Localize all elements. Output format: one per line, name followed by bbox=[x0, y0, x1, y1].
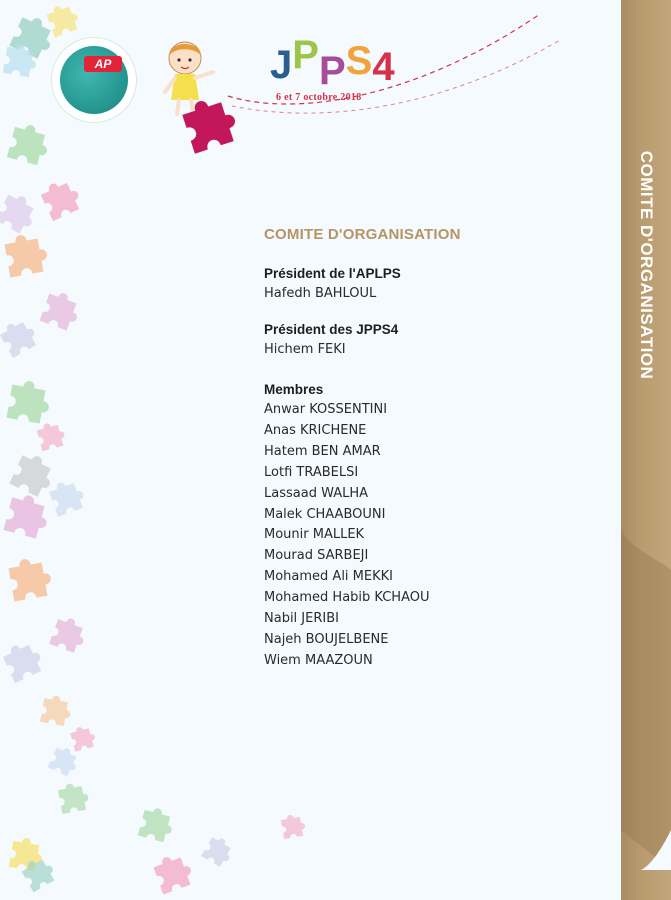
member-name: Mohamed Ali MEKKI bbox=[264, 569, 393, 585]
member-name: Najeh BOUJELBENE bbox=[264, 631, 389, 647]
logo-mark: AP bbox=[84, 56, 122, 72]
puzzle-piece-icon bbox=[9, 12, 58, 61]
event-logo-letter: P bbox=[292, 33, 319, 77]
puzzle-piece-icon bbox=[39, 176, 84, 221]
event-logo-letter: P bbox=[318, 49, 346, 93]
section-title: COMITE D'ORGANISATION bbox=[264, 226, 461, 243]
puzzle-piece-icon bbox=[36, 420, 67, 451]
puzzle-piece-icon bbox=[69, 724, 97, 752]
puzzle-piece-icon bbox=[138, 805, 176, 843]
puzzle-piece-icon bbox=[3, 491, 52, 540]
puzzle-piece-icon bbox=[3, 231, 49, 277]
member-name: Lotfi TRABELSI bbox=[264, 464, 359, 480]
puzzle-piece-icon bbox=[178, 96, 238, 160]
puzzle-piece-icon bbox=[280, 813, 306, 839]
group-title: Président de l'APLPS bbox=[264, 266, 401, 281]
member-name: Mohamed Habib KCHAOU bbox=[264, 590, 430, 606]
puzzle-piece-icon bbox=[7, 555, 53, 601]
puzzle-piece-icon bbox=[48, 744, 82, 778]
puzzle-piece-icon bbox=[7, 378, 53, 424]
member-name: Nabil JERIBI bbox=[264, 611, 339, 627]
person-name: Hafedh BAHLOUL bbox=[264, 286, 377, 301]
puzzle-piece-icon bbox=[57, 781, 90, 814]
group-title: Membres bbox=[264, 382, 324, 397]
puzzle-piece-icon bbox=[0, 190, 41, 237]
puzzle-piece-icon bbox=[1, 638, 46, 683]
member-name: Mounir MALLEK bbox=[264, 527, 365, 543]
event-logo-letter: 4 bbox=[372, 45, 395, 89]
side-title: COMITE D'ORGANISATION bbox=[637, 150, 656, 380]
person-name: Hichem FEKI bbox=[264, 342, 346, 357]
puzzle-piece-icon bbox=[7, 121, 52, 166]
member-name: Malek CHAABOUNI bbox=[264, 506, 386, 522]
group-members bbox=[264, 380, 604, 672]
puzzle-piece-icon bbox=[9, 450, 58, 499]
logo-emblem bbox=[60, 46, 128, 114]
member-name: Hatem BEN AMAR bbox=[264, 443, 381, 459]
member-name: Mourad SARBEJI bbox=[264, 548, 369, 564]
event-logo bbox=[270, 33, 395, 93]
member-name: Anwar KOSSENTINI bbox=[264, 402, 388, 417]
group-aplps-president bbox=[264, 264, 604, 304]
group-title: Président des JPPS4 bbox=[264, 322, 399, 337]
puzzle-piece-icon bbox=[19, 853, 58, 892]
puzzle-piece-icon bbox=[40, 288, 84, 332]
member-name: Wiem MAAZOUN bbox=[264, 652, 373, 668]
puzzle-piece-icon bbox=[40, 694, 73, 727]
puzzle-piece-icon bbox=[9, 836, 45, 872]
puzzle-piece-icon bbox=[45, 1, 82, 38]
event-date: 6 et 7 octobre 2018 bbox=[276, 92, 362, 103]
puzzle-piece-icon bbox=[3, 42, 39, 78]
event-logo-letter: S bbox=[345, 39, 373, 83]
puzzle-piece-icon bbox=[49, 614, 89, 654]
side-band-fold bbox=[621, 530, 671, 870]
puzzle-piece-icon bbox=[0, 315, 40, 358]
event-logo-letter: J bbox=[270, 43, 293, 87]
member-name: Lassaad WALHA bbox=[264, 485, 369, 501]
committee-content bbox=[264, 224, 604, 672]
puzzle-piece-icon bbox=[152, 851, 196, 895]
puzzle-piece-icon bbox=[47, 477, 87, 517]
association-logo bbox=[52, 38, 136, 122]
puzzle-piece-icon bbox=[201, 834, 236, 869]
member-name: Anas KRICHENE bbox=[264, 422, 367, 438]
group-jpps4-president bbox=[264, 320, 604, 360]
